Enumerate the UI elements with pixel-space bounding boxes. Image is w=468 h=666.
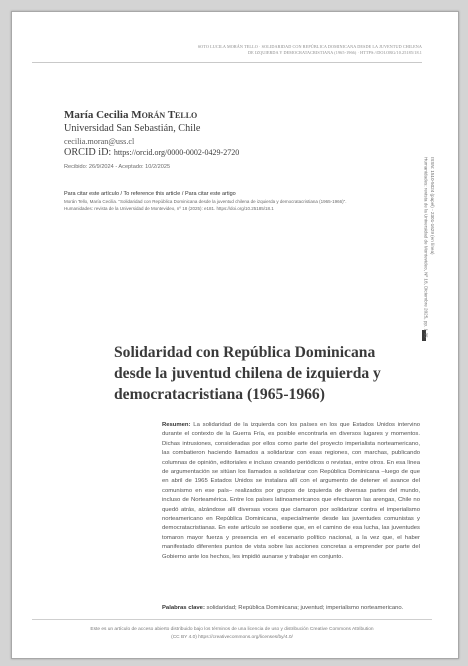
author-last-name: Morán Tello	[131, 109, 198, 121]
author-block	[64, 108, 364, 171]
author-name	[64, 108, 364, 122]
author-email-link[interactable]: cecilia.moran@uss.cl	[64, 137, 135, 146]
running-head-line-2: DE IZQUIERDA Y DEMOCRATACRISTIANA (1965-1966) · HTTPS://DOI.ORG/10.25185/18.1	[248, 50, 422, 56]
article-title-line-3: democratacristiana (1965-1966)	[114, 386, 325, 403]
license-line-2[interactable]: (CC BY 4.0) https://creativecommons.org/licenses/by/4.0/	[171, 634, 293, 640]
running-head-line-1: SOTO LUCILA MORÁN TELLO · SOLIDARIDAD CON REPÚBLICA DOMINICANA DESDE LA JUVENTUD CHILENA	[197, 44, 422, 49]
orcid-label: ORCID iD:	[64, 147, 112, 158]
author-first-name: María Cecilia	[64, 109, 132, 121]
keywords-label: Palabras clave:	[162, 605, 205, 611]
license-footer	[52, 626, 412, 641]
journal-issue-text: Humanidades: revista de la Universidad de Montevideo, Nº 18, Diciembre 2025, pp. 1-35	[423, 157, 429, 338]
keywords	[162, 604, 420, 613]
author-affiliation: Universidad San Sebastián, Chile	[64, 123, 201, 134]
article-title-line-1: Solidaridad con República Dominicana	[114, 344, 376, 361]
citation-line-1: Morán Tello, María Cecilia. "Solidaridad con República Dominicana desde la juventud chilena de izquierda y democratacristiana (1965-1966)".	[64, 199, 347, 204]
abstract-label: Resumen:	[162, 422, 191, 428]
abstract-text: La solidaridad de la izquierda con los países en los que Estados Unidos intervino durante el contexto de la Guerra Fría, es posible encontrarla en diversos lugares y momentos. Dichas intrusiones, consideradas por ellos como parte del proyecto imperialista norteamericano, las combatieron haciendo llamados a solidarizar con esas regiones, con marchas, publicando columnas de opinión, editoriales e incluso creando periódicos o revistas, entre otros. En esa línea de argumentación se sitúan los llamados a solidarizar con República Dominicana –luego de que en abril de 1965 Estados Unidos se instalara allí con el argumento de detener el avance del comunismo en ese país– realizados por grupos de izquierda de diversas partes del mundo, incluso de Norteamérica. Entre los países latinoamericanos que efectuaron las arengas, Chile no quedó atrás, alzándose allí diversas voces que clamaron por solidarizar contra el imperialismo norteamericano en República Dominicana, especialmente desde las juventudes comunistas y democratacristianas. En este artículo se sostiene que, en el camino de esa lucha, las juventudes tomaron mayor fuerza y presencia en el escenario político nacional, a la vez que, el haber manifestado diferentes puntos de vista sobre las acciones concretas a emprender por parte del Gobierno ante los hechos, les impidió aunarse y trabajar en conjunto.	[162, 422, 420, 560]
abstract	[162, 421, 420, 562]
article-title-line-2: desde la juventud chilena de izquierda y	[114, 365, 381, 382]
license-line-1: Este es un artículo de acceso abierto distribuido bajo los términos de una licencia de uso y distribución Creative Commons Attribution	[90, 627, 374, 632]
header-divider	[32, 62, 422, 63]
citation-line-2[interactable]: Humanidades: revista de la Universidad de Montevideo, nº 18 (2025): e181. https://doi.org/10.25185/18.1	[64, 206, 274, 211]
orcid-line	[64, 147, 364, 158]
keywords-text: solidaridad; República Dominicana; juventud; imperialismo norteamericano.	[206, 605, 404, 611]
journal-page	[11, 11, 459, 659]
received-accepted-dates: Recibido: 26/9/2024 - Aceptado: 10/2/2025	[64, 164, 171, 170]
article-title	[114, 342, 414, 405]
side-vertical-text	[419, 157, 435, 617]
citation-heading: Para citar este artículo / To reference this article / Para citar este artigo	[64, 191, 236, 197]
citation-block	[64, 190, 420, 212]
orcid-link[interactable]: https://orcid.org/0000-0002-0429-2720	[113, 148, 240, 157]
issn-text: ISSN: 1510-5024 (papel) - 2301-1629 (en línea)	[430, 157, 435, 255]
footer-divider	[32, 619, 432, 620]
running-head	[112, 44, 422, 57]
